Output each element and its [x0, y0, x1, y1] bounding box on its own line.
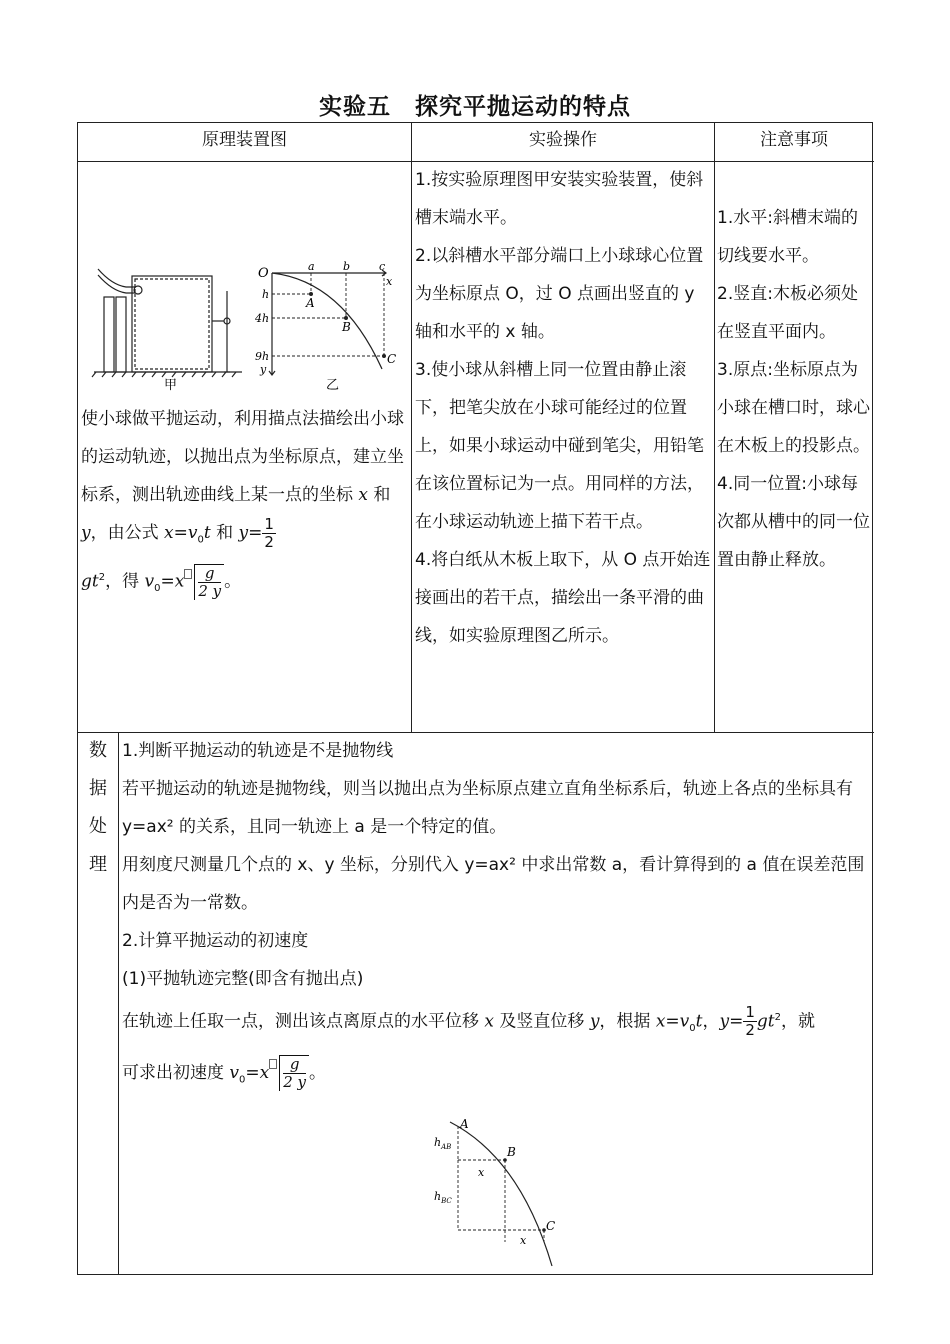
apparatus-jia	[92, 269, 242, 377]
operation-step: 2.以斜槽水平部分端口上小球球心位置为坐标原点 O，过 O 点画出竖直的 y 轴和水平的 x 轴。	[415, 246, 704, 342]
operation-step: 3.使小球从斜槽上同一位置由静止滚下，把笔尖放在小球可能经过的位置上，如果小球运动中碰到笔尖，用铅笔在该位置标记为一点。用同样的方法，在小球运动轨迹上描下若干点。	[415, 360, 704, 532]
label-B: B	[507, 1145, 516, 1159]
operation-step: 1.按实验原理图甲安装实验装置，使斜槽末端水平。	[415, 170, 704, 228]
experiment-table	[77, 122, 873, 1275]
label-origin: O	[258, 266, 269, 281]
label-yi: 乙	[326, 378, 340, 393]
principle-text: 使小球做平抛运动，利用描点法描绘出小球的运动轨迹，以抛出点为坐标原点，建立坐标系，测出轨迹曲线上某一点的坐标 x 和 y，由公式 $x=v_0t$ 和 y= $\frac{1}{2}$ $gt^2$，得 $v_0=x$ $\frac{g}{2 y}$ 。	[81, 409, 404, 601]
paragraph: 用刻度尺测量几个点的 x、y 坐标，分别代入 y=ax² 中求出常数 a，看计算得到的 a 值在误差范围内是否为一常数。	[122, 855, 865, 913]
label-4h: 4h	[255, 312, 270, 325]
label-A: A	[460, 1117, 469, 1131]
note-item: 1.水平:斜槽末端的切线要水平。	[717, 208, 858, 266]
operation-steps	[415, 161, 711, 655]
label-hAB: $h_{AB}$	[434, 1136, 452, 1151]
label-x-axis: x	[386, 275, 393, 288]
label-point-b: B	[342, 320, 351, 334]
paragraph: 若平抛运动的轨迹是抛物线，则当以抛出点为坐标原点建立直角坐标系后，轨迹上各点的坐标具有 y=ax² 的关系，且同一轨迹上 a 是一个特定的值。	[122, 779, 853, 837]
note-item: 2.竖直:木板必须处在竖直平面内。	[717, 284, 858, 342]
trajectory-yi	[269, 270, 386, 375]
section-title: 2.计算平抛运动的初速度	[122, 931, 309, 951]
label-point-a: A	[306, 296, 315, 310]
data-processing-label: 数 据 处 理	[89, 740, 107, 875]
label-point-c: C	[387, 352, 397, 366]
notes-list	[717, 199, 871, 579]
label-hBC: $h_{BC}$	[434, 1190, 452, 1205]
note-item: 3.原点:坐标原点为小球在槽口时，球心在木板上的投影点。	[717, 360, 870, 456]
subsection-title: (1)平抛轨迹完整(即含有抛出点)	[122, 969, 364, 989]
label-a: a	[308, 260, 315, 273]
label-x2: x	[520, 1234, 527, 1247]
col-divider-1	[411, 123, 412, 732]
section-title: 1.判断平抛运动的轨迹是不是抛物线	[122, 741, 394, 761]
label-c: c	[379, 260, 386, 273]
label-C: C	[546, 1219, 556, 1233]
header-principle: 原理装置图	[202, 130, 287, 150]
page-title: 实验五 探究平抛运动的特点	[319, 94, 631, 120]
header-operation: 实验操作	[529, 130, 597, 150]
label-divider	[118, 732, 119, 1274]
label-jia: 甲	[164, 378, 178, 393]
formula-paragraph: 在轨迹上任取一点，测出该点离原点的水平位移 x 及竖直位移 y，根据 $x=v_0t$，y= $\frac{1}{2}$ $gt^2$，就	[122, 1003, 815, 1040]
operation-step: 4.将白纸从木板上取下，从 O 点开始连接画出的若干点，描绘出一条平滑的曲线，如实验原理图乙所示。	[415, 550, 711, 646]
label-h: h	[262, 288, 270, 301]
label-x1: x	[478, 1166, 485, 1179]
note-item: 4.同一位置:小球每次都从槽中的同一位置由静止释放。	[717, 474, 870, 570]
trajectory-figure-2	[430, 1118, 570, 1268]
label-y-axis: y	[260, 363, 267, 376]
apparatus-figure	[92, 260, 397, 393]
col-divider-2	[714, 123, 715, 732]
label-b: b	[343, 260, 351, 273]
data-processing-content: 1.判断平抛运动的轨迹是不是抛物线 若平抛运动的轨迹是抛物线，则当以抛出点为坐标原点建立直角坐标系后，轨迹上各点的坐标具有 y=ax² 的关系，且同一轨迹上 a 是一个特定的值。 用刻度尺测量几个点的 x、y 坐标，分别代入 y=ax² 中求出常数 a，看计算得到的 a 值在误差范围内是否为一常数。 2.计算平抛运动的初速度 (1)平抛轨迹完整(即含有抛出点) 在轨迹上任取一点，测出该点离原点的水平位移 x 及竖直位移 y，根据 $x=v_0t$，y= $\frac{1}{2}$ $gt^2$，就 可求出初速度 $v_0=x$ $\frac{g}{2 y}$ 。	[122, 732, 872, 1104]
header-notes: 注意事项	[760, 130, 828, 150]
label-9h: 9h	[255, 350, 270, 363]
